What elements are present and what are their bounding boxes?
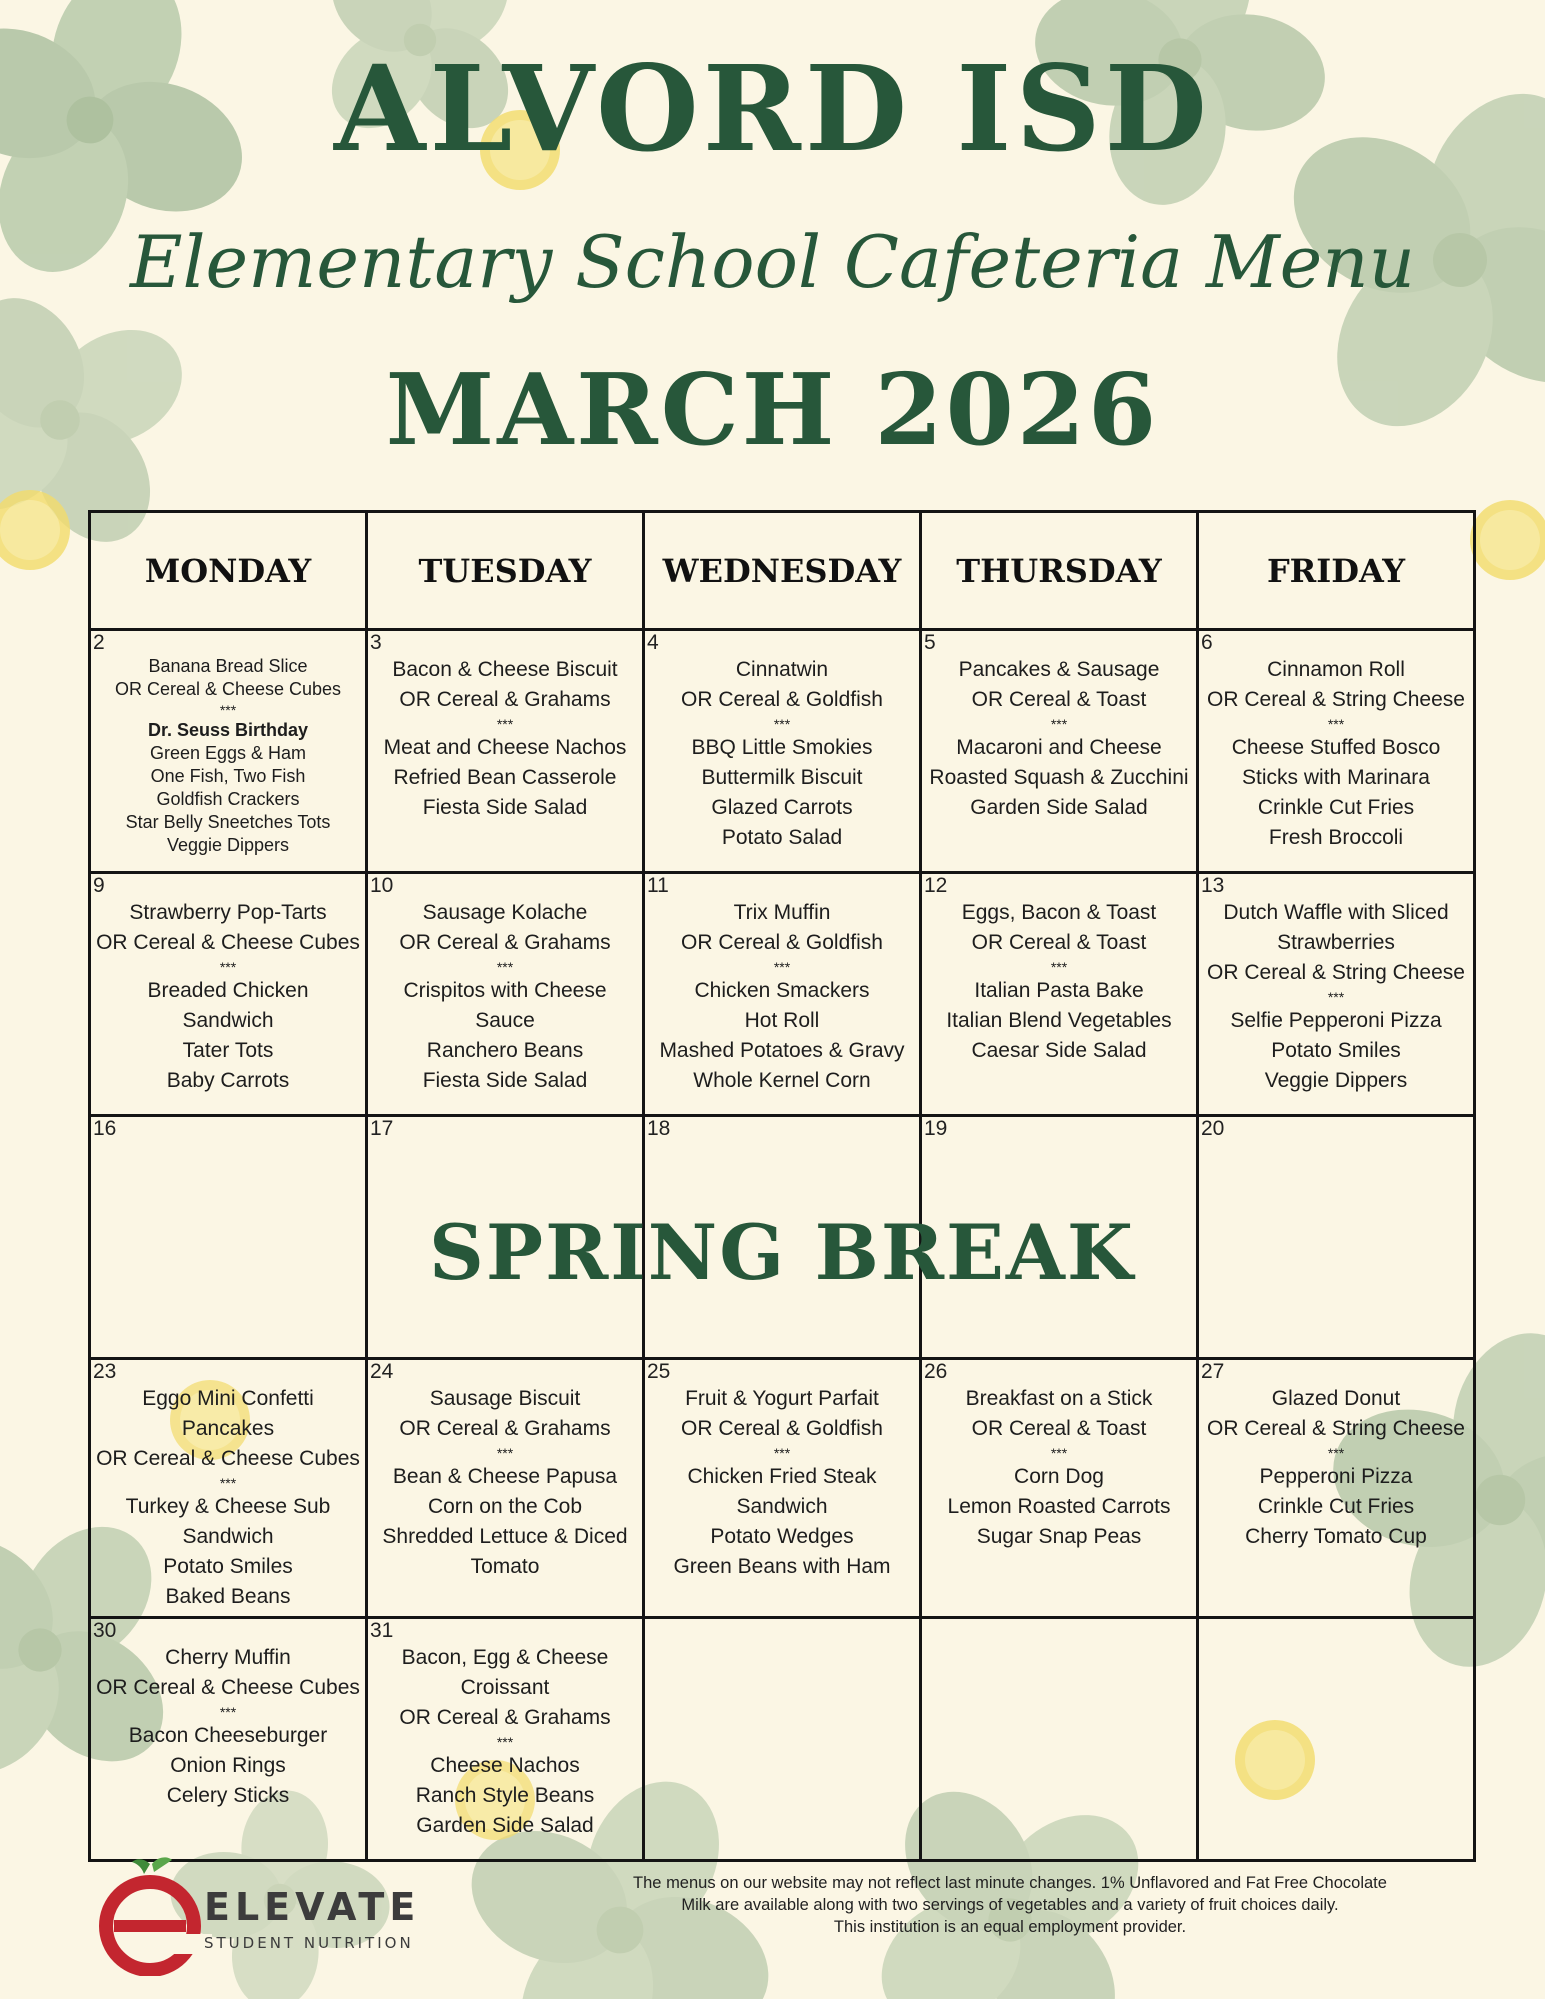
menu-item: Cinnatwin (735, 658, 829, 681)
menu-item: OR Cereal & Goldfish (681, 931, 883, 954)
menu-item: Selfie Pepperoni Pizza (1230, 1009, 1442, 1032)
menu-item: OR Cereal & String Cheese (1207, 688, 1465, 711)
day-cell (644, 873, 921, 1116)
day-number: 31 (370, 1619, 394, 1642)
menu-item: Eggo Mini Confetti (142, 1387, 314, 1410)
day-cell (367, 1359, 644, 1618)
weekday-wednesday: WEDNESDAY (644, 512, 921, 630)
menu-item: OR Cereal & Grahams (399, 1706, 611, 1729)
menu-item: Ranchero Beans (426, 1039, 584, 1062)
day-cell (921, 1359, 1198, 1618)
menu-item: Glazed Carrots (711, 796, 853, 819)
menu-item: Corn on the Cob (427, 1495, 583, 1518)
menu-item: Dr. Seuss Birthday (147, 720, 309, 740)
menu-item: OR Cereal & Toast (971, 688, 1147, 711)
week-row (90, 630, 1475, 873)
menu-item: Celery Sticks (166, 1784, 290, 1807)
menu-separator: *** (219, 702, 237, 718)
menu-item: Green Eggs & Ham (149, 743, 307, 763)
day-cell (1198, 873, 1475, 1116)
menu-item: Breaded Chicken (147, 979, 309, 1002)
menu-items (91, 1360, 365, 1616)
day-cell (644, 1618, 921, 1861)
menu-item: OR Cereal & String Cheese (1207, 1417, 1465, 1440)
menu-item: Goldfish Crackers (156, 789, 300, 809)
day-number: 11 (647, 874, 669, 897)
menu-item: OR Cereal & Grahams (399, 1417, 611, 1440)
menu-item: Veggie Dippers (1264, 1069, 1408, 1092)
menu-separator: *** (1327, 716, 1345, 732)
menu-item: Sandwich (736, 1495, 828, 1518)
menu-item: Tomato (470, 1555, 540, 1578)
day-number: 2 (93, 631, 105, 654)
menu-item: Crinkle Cut Fries (1257, 796, 1415, 819)
menu-item: Whole Kernel Corn (693, 1069, 871, 1092)
menu-item: Bacon Cheeseburger (128, 1724, 328, 1747)
menu-item: Potato Wedges (710, 1525, 854, 1548)
menu-item: Fiesta Side Salad (422, 796, 588, 819)
menu-item: Green Beans with Ham (673, 1555, 891, 1578)
day-cell (921, 873, 1198, 1116)
menu-item: Refried Bean Casserole (393, 766, 617, 789)
menu-item: Strawberry Pop-Tarts (129, 901, 327, 924)
spring-break-label: SPRING BREAK (429, 1208, 1135, 1297)
menu-item: Potato Smiles (163, 1555, 293, 1578)
menu-separator: *** (219, 1704, 237, 1720)
week-row (90, 1618, 1475, 1861)
menu-items (922, 874, 1196, 1070)
menu-separator: *** (496, 1445, 514, 1461)
menu-item: Lemon Roasted Carrots (947, 1495, 1171, 1518)
menu-subtitle: Elementary School Cafeteria Menu (129, 220, 1416, 304)
menu-item: Bean & Cheese Papusa (392, 1465, 618, 1488)
day-number: 23 (93, 1360, 117, 1383)
weekday-monday: MONDAY (90, 512, 367, 630)
menu-items (91, 1619, 365, 1815)
day-number: 10 (370, 874, 394, 897)
menu-item: Crispitos with Cheese (403, 979, 607, 1002)
month-title: MARCH 2026 (385, 353, 1160, 468)
day-number: 18 (647, 1117, 671, 1140)
menu-items (1199, 874, 1473, 1100)
day-number: 25 (647, 1360, 671, 1383)
logo-subtitle: STUDENT NUTRITION (204, 1934, 414, 1952)
menu-items (922, 1360, 1196, 1556)
menu-items (91, 874, 365, 1100)
menu-item: OR Cereal & Goldfish (681, 1417, 883, 1440)
menu-separator: *** (219, 1475, 237, 1491)
menu-item: Italian Blend Vegetables (946, 1009, 1172, 1032)
menu-item: Roasted Squash & Zucchini (929, 766, 1189, 789)
menu-item: Caesar Side Salad (971, 1039, 1147, 1062)
footer-line: The menus on our website may not reflect last minute changes. 1% Unflavored and Fat Free Chocolate (633, 1874, 1387, 1892)
menu-separator: *** (773, 716, 791, 732)
menu-item: OR Cereal & Cheese Cubes (114, 679, 342, 699)
menu-item: Fiesta Side Salad (422, 1069, 588, 1092)
menu-item: OR Cereal & Grahams (399, 688, 611, 711)
day-number: 3 (370, 631, 382, 654)
weekday-header-row (90, 512, 1475, 630)
day-number: 30 (93, 1619, 117, 1642)
district-title: ALVORD ISD (333, 39, 1211, 178)
day-number: 19 (924, 1117, 948, 1140)
menu-separator: *** (1050, 959, 1068, 975)
menu-item: Bacon & Cheese Biscuit (392, 658, 618, 681)
menu-item: Mashed Potatoes & Gravy (659, 1039, 905, 1062)
menu-items (368, 874, 642, 1100)
menu-item: Sandwich (182, 1009, 274, 1032)
menu-item: Sticks with Marinara (1242, 766, 1430, 789)
menu-item: Crinkle Cut Fries (1257, 1495, 1415, 1518)
menu-item: Baby Carrots (166, 1069, 290, 1092)
menu-item: Glazed Donut (1271, 1387, 1401, 1410)
day-cell (644, 630, 921, 873)
menu-separator: *** (496, 959, 514, 975)
day-number: 9 (93, 874, 105, 897)
menu-separator: *** (496, 1734, 514, 1750)
footer-line: Milk are available along with two servings of vegetables and a variety of fruit choices daily. (681, 1896, 1339, 1914)
menu-item: Onion Rings (170, 1754, 286, 1777)
menu-item: Cherry Muffin (165, 1646, 291, 1669)
menu-item: Turkey & Cheese Sub (125, 1495, 331, 1518)
day-cell (644, 1359, 921, 1618)
day-cell (90, 873, 367, 1116)
menu-item: Italian Pasta Bake (974, 979, 1144, 1002)
menu-item: Trix Muffin (733, 901, 831, 924)
menu-item: Sandwich (182, 1525, 274, 1548)
menu-item: OR Cereal & Grahams (399, 931, 611, 954)
menu-item: Sausage Kolache (422, 901, 588, 924)
menu-item: Dutch Waffle with Sliced (1223, 901, 1449, 924)
menu-item: Strawberries (1277, 931, 1395, 954)
day-cell (367, 630, 644, 873)
menu-item: OR Cereal & Toast (971, 931, 1147, 954)
day-number: 13 (1201, 874, 1225, 897)
menu-items (645, 631, 919, 857)
menu-item: Eggs, Bacon & Toast (961, 901, 1157, 924)
menu-item: OR Cereal & Cheese Cubes (96, 1447, 360, 1470)
menu-item: Garden Side Salad (416, 1814, 594, 1837)
day-number: 12 (924, 874, 948, 897)
menu-item: Hot Roll (744, 1009, 820, 1032)
menu-item: Cheese Nachos (430, 1754, 580, 1777)
menu-item: Baked Beans (165, 1585, 291, 1608)
menu-separator: *** (1327, 1445, 1345, 1461)
menu-item: One Fish, Two Fish (150, 766, 306, 786)
footer-line: This institution is an equal employment provider. (833, 1918, 1187, 1936)
day-cell (90, 1359, 367, 1618)
day-number: 4 (647, 631, 659, 654)
menu-item: Pancakes & Sausage (958, 658, 1160, 681)
menu-item: Pancakes (181, 1417, 275, 1440)
day-number: 16 (93, 1117, 117, 1140)
day-cell (1198, 1618, 1475, 1861)
day-cell (1198, 630, 1475, 873)
menu-separator: *** (773, 959, 791, 975)
menu-item: Meat and Cheese Nachos (383, 736, 627, 759)
menu-item: Bacon, Egg & Cheese (401, 1646, 609, 1669)
menu-item: Fruit & Yogurt Parfait (685, 1387, 879, 1410)
menu-separator: *** (219, 959, 237, 975)
day-number: 17 (370, 1117, 394, 1140)
menu-item: Sausage Biscuit (429, 1387, 581, 1410)
menu-item: Ranch Style Beans (415, 1784, 595, 1807)
menu-item: Macaroni and Cheese (956, 736, 1162, 759)
day-cell (90, 630, 367, 873)
menu-separator: *** (1327, 989, 1345, 1005)
menu-item: Sugar Snap Peas (976, 1525, 1142, 1548)
day-cell (921, 1618, 1198, 1861)
day-number: 5 (924, 631, 936, 654)
menu-item: Star Belly Sneetches Tots (125, 812, 331, 832)
menu-item: Veggie Dippers (166, 835, 290, 855)
day-number: 6 (1201, 631, 1213, 654)
menu-item: Corn Dog (1014, 1465, 1104, 1488)
menu-separator: *** (496, 716, 514, 732)
menu-item: OR Cereal & Toast (971, 1417, 1147, 1440)
menu-item: Cherry Tomato Cup (1245, 1525, 1427, 1548)
day-cell (921, 630, 1198, 873)
menu-calendar (88, 510, 1476, 1862)
menu-item: Tater Tots (182, 1039, 274, 1062)
menu-item: Potato Smiles (1271, 1039, 1401, 1062)
menu-item: OR Cereal & String Cheese (1207, 961, 1465, 984)
menu-items (1199, 1360, 1473, 1556)
menu-separator: *** (1050, 716, 1068, 732)
menu-item: Croissant (460, 1676, 550, 1699)
menu-item: Garden Side Salad (970, 796, 1148, 819)
menu-item: OR Cereal & Goldfish (681, 688, 883, 711)
menu-item: Fresh Broccoli (1268, 826, 1404, 849)
day-number: 26 (924, 1360, 948, 1383)
menu-item: Cinnamon Roll (1267, 658, 1405, 681)
menu-item: Shredded Lettuce & Diced (382, 1525, 628, 1548)
menu-item: BBQ Little Smokies (691, 736, 873, 759)
menu-items (368, 631, 642, 827)
day-cell (367, 1618, 644, 1861)
day-number: 24 (370, 1360, 394, 1383)
menu-items (645, 1360, 919, 1586)
menu-items (645, 874, 919, 1100)
menu-items (91, 631, 365, 861)
weekday-thursday: THURSDAY (921, 512, 1198, 630)
week-row (90, 1359, 1475, 1618)
menu-item: Potato Salad (721, 826, 843, 849)
footer-note (540, 1872, 1480, 1938)
day-cell (1198, 1359, 1475, 1618)
menu-item: OR Cereal & Cheese Cubes (96, 931, 360, 954)
weekday-tuesday: TUESDAY (367, 512, 644, 630)
menu-item: Banana Bread Slice (148, 656, 308, 676)
day-cell (90, 1618, 367, 1861)
menu-items (368, 1619, 642, 1845)
menu-items (922, 631, 1196, 827)
menu-item: Chicken Smackers (694, 979, 870, 1002)
weekday-friday: FRIDAY (1198, 512, 1475, 630)
day-number: 20 (1201, 1117, 1225, 1140)
week-row (90, 873, 1475, 1116)
menu-item: Chicken Fried Steak (687, 1465, 877, 1488)
menu-item: Buttermilk Biscuit (701, 766, 863, 789)
menu-item: OR Cereal & Cheese Cubes (96, 1676, 360, 1699)
day-number: 27 (1201, 1360, 1225, 1383)
menu-item: Sauce (475, 1009, 535, 1032)
menu-separator: *** (773, 1445, 791, 1461)
menu-items (368, 1360, 642, 1586)
menu-items (1199, 631, 1473, 857)
logo-wordmark: ELEVATE (204, 1885, 421, 1929)
menu-separator: *** (1050, 1445, 1068, 1461)
menu-item: Pepperoni Pizza (1259, 1465, 1413, 1488)
menu-item: Breakfast on a Stick (965, 1387, 1153, 1410)
menu-item: Cheese Stuffed Bosco (1231, 736, 1441, 759)
day-cell (367, 873, 644, 1116)
